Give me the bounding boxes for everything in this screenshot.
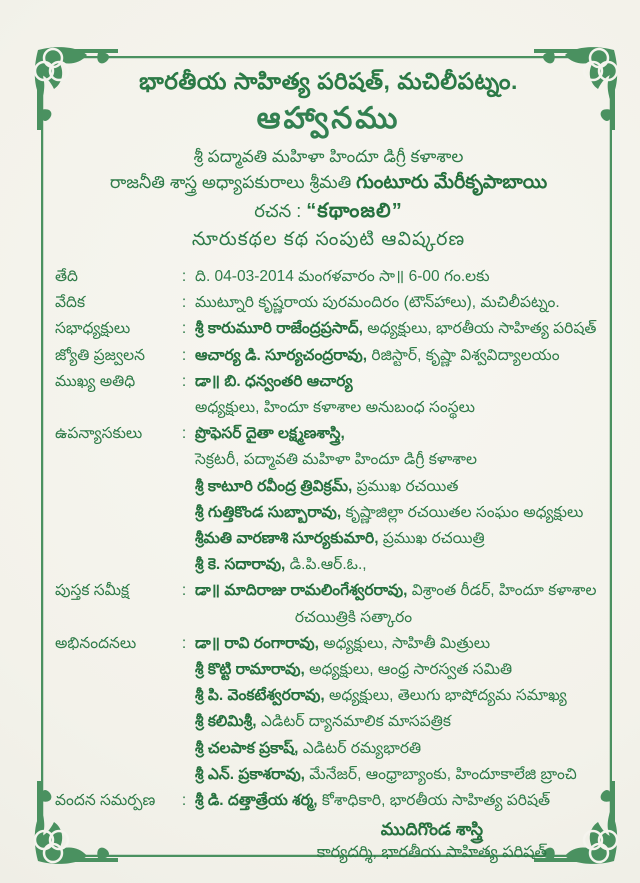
person-name: శ్రీ కొట్టి రామారావు,: [195, 661, 305, 679]
person-name: శ్రీ ఎన్. ప్రకాశరావు,: [195, 765, 305, 783]
schedule-colon: :: [181, 582, 187, 600]
person-name: డా॥ బి. ధన్వంతరి ఆచార్య: [195, 372, 353, 390]
schedule-row-venue: [55, 290, 602, 316]
person-name: శ్రీమతి వారణాశి సూర్యకుమారి,: [195, 530, 379, 548]
book-title: “కథాంజలి”: [306, 200, 403, 222]
line-text: సెక్రటరీ, పద్మావతి మహిళా హిందూ డిగ్రీ కళాశాల: [195, 451, 477, 469]
line-text: ది. 04-03-2014 మంగళవారం సా॥ 6-00 గం.లకు: [195, 268, 490, 285]
line-text: ప్రముఖ రచయిత్రి: [378, 530, 485, 548]
person-name: శ్రీ కాటూరి రవీంద్ర త్రివిక్రమ్,: [195, 477, 353, 495]
line-text: అధ్యక్షులు, భారతీయ సాహిత్య పరిషత్: [362, 320, 597, 338]
schedule-value: [195, 369, 602, 421]
event-schedule: [55, 264, 602, 814]
person-name: డా॥ రావి రంగారావు,: [195, 634, 319, 652]
schedule-value: [195, 316, 602, 342]
invitation-heading: ఆహ్వానము: [256, 102, 401, 135]
line-text: అధ్యక్షులు, హిందూ కళాశాల అనుబంధ సంస్థలు: [195, 399, 475, 417]
line-text: అధ్యక్షులు, సాహితీ మిత్రులు: [318, 634, 491, 652]
schedule-colon: :: [181, 320, 187, 338]
schedule-row-chief-guest: [55, 369, 602, 421]
schedule-value: [195, 631, 602, 788]
person-name: శ్రీ డి. దత్తాత్రేయ శర్మ,: [195, 792, 318, 810]
schedule-label: పుస్తక సమీక్ష: [55, 582, 130, 600]
schedule-colon: :: [181, 792, 187, 810]
schedule-colon: :: [181, 425, 187, 443]
schedule-value: [195, 290, 602, 316]
line-text: విశ్రాంత రీడర్, హిందూ కళాశాల: [407, 582, 597, 600]
author-name: గుంటూరు మేరీకృపాబాయి: [356, 172, 548, 193]
schedule-label: ఉపన్యాసకులు: [55, 425, 143, 443]
schedule-colon: :: [181, 372, 187, 390]
schedule-row-book-review: [55, 578, 602, 630]
rachana-label: రచన :: [254, 201, 307, 221]
signatory-designation: కార్యదర్శి, భారతీయ సాహిత్య పరిషత్: [316, 844, 547, 862]
line-text: కోశాధికారి, భారతీయ సాహిత్య పరిషత్: [317, 792, 551, 810]
person-name: శ్రీ పి. వెంకటేశ్వరరావు,: [195, 687, 325, 705]
line-text: ఎడిటర్ రమ్యభారతి: [298, 739, 422, 757]
person-name: శ్రీ చలపాక ప్రకాష్,: [195, 739, 299, 757]
schedule-row-lamp-lighting: [55, 343, 602, 369]
schedule-label: వేదిక: [55, 294, 86, 312]
book-subtitle: నూరుకథల కథ సంపుటి ఆవిష్కరణ: [191, 229, 466, 250]
schedule-label: ముఖ్య అతిధి: [55, 372, 136, 390]
person-name: ప్రొఫెసర్ దైతా లక్ష్మణశాస్త్రి,: [195, 425, 345, 443]
author-line: [55, 170, 602, 195]
college-line: శ్రీ పద్మావతి మహిళా హిందూ డిగ్రీ కళాశాల: [193, 147, 464, 166]
schedule-row-vote-of-thanks: [55, 788, 602, 814]
line-text: ప్రముఖ రచయిత: [352, 477, 459, 495]
schedule-value: [195, 788, 602, 814]
schedule-row-chairperson: [55, 316, 602, 342]
schedule-value: [195, 343, 602, 369]
schedule-colon: :: [181, 346, 187, 364]
line-text: అధ్యక్షులు, ఆంధ్ర సారస్వత సమితి: [304, 661, 513, 679]
person-name: శ్రీ కారుమూరి రాజేంద్రప్రసాద్,: [195, 320, 363, 338]
person-name: ఆచార్య డి. సూర్యచంద్రరావు,: [195, 346, 368, 364]
line-text: రిజిస్టార్, కృష్ణా విశ్వవిద్యాలయం: [367, 346, 560, 364]
schedule-row-date: [55, 264, 602, 290]
line-text: రచయిత్రికి సత్కారం: [294, 608, 413, 626]
organization-title: భారతీయ సాహిత్య పరిషత్, మచిలీపట్నం.: [139, 68, 518, 94]
invitation-content: [41, 56, 612, 862]
schedule-value: [195, 264, 602, 290]
line-text: కృష్ణాజిల్లా రచయితల సంఘం అధ్యక్షులు: [341, 503, 584, 521]
line-text: మేనేజర్, ఆంధ్రాబ్యాంకు, హిందూకాలేజి బ్రాంచి: [305, 765, 577, 783]
person-name: డా॥ మాదిరాజు రామలింగేశ్వరరావు,: [195, 582, 408, 600]
line-text: ఎడిటర్ ద్యానమాలిక మాసపత్రిక: [256, 713, 452, 731]
author-line-prefix: రాజనీతి శాస్త్ర అధ్యాపకురాలు శ్రీమతి: [109, 172, 357, 192]
signature-block: [317, 817, 547, 865]
line-text: ముట్నూరి కృష్ణరాయ పురమందిరం (టౌన్‌హాలు), మచిలీపట్నం.: [195, 294, 560, 312]
schedule-colon: :: [181, 294, 187, 312]
schedule-label: అభినందనలు: [55, 634, 137, 652]
signatory-name: ముదిగొండ శాస్త్రి: [380, 819, 484, 840]
schedule-row-felicitations: [55, 631, 602, 788]
rachana-line: [55, 198, 602, 225]
schedule-label: సభాధ్యక్షులు: [55, 320, 131, 338]
schedule-value: [195, 578, 602, 630]
schedule-label: తేది: [55, 268, 79, 285]
line-text: డి.పి.ఆర్.ఓ.,: [285, 556, 367, 574]
schedule-label: జ్యోతి ప్రజ్వలన: [55, 346, 145, 364]
schedule-colon: :: [181, 268, 187, 285]
schedule-colon: :: [181, 634, 187, 652]
schedule-value: [195, 421, 602, 578]
person-name: శ్రీ కె. సదారావు,: [195, 556, 286, 574]
line-text: అధ్యక్షులు, తెలుగు భాషోద్యమ సమాఖ్య: [324, 687, 567, 705]
person-name: శ్రీ గుత్తికొండ సుబ్బారావు,: [195, 503, 342, 521]
schedule-row-speakers: [55, 421, 602, 578]
schedule-label: వందన సమర్పణ: [55, 792, 156, 810]
person-name: శ్రీ కలిమిశ్రీ,: [195, 713, 257, 731]
